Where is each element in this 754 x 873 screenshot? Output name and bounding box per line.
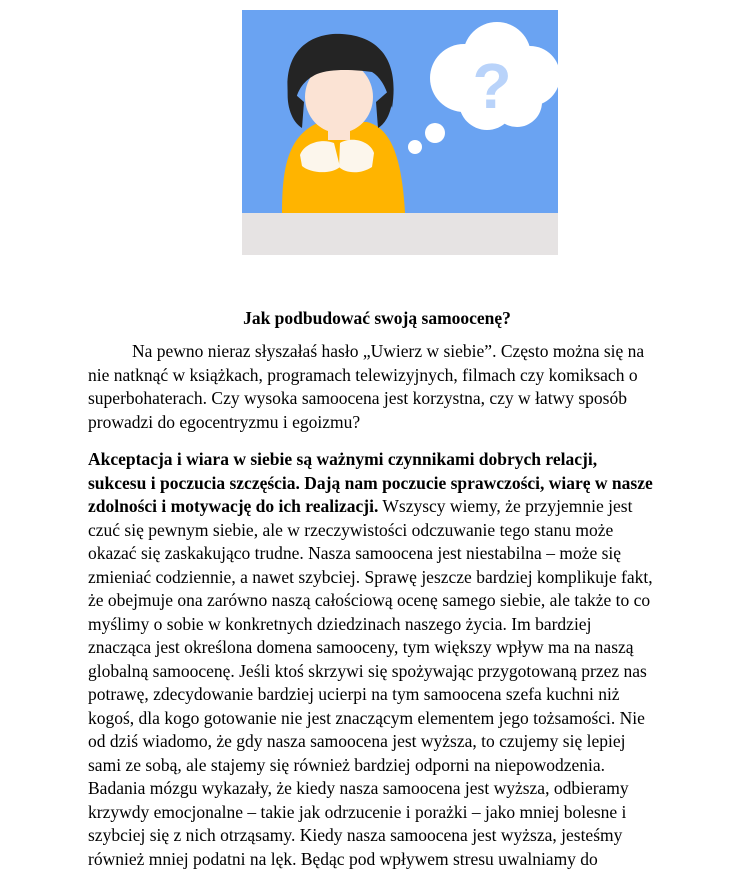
illustration-floor: [242, 213, 558, 255]
body-line: Badania mózgu wykazały, że kiedy nasza samoocena jest wyższa, odbieramy: [88, 778, 629, 798]
body-line: sami ze sobą, ale stajemy się również bardziej odporni na niepowodzenia.: [88, 754, 606, 775]
thought-bubble-small: [408, 140, 422, 154]
body-bold-text: zdolności i motywację do ich realizacji.: [88, 496, 379, 516]
thought-bubble-medium: [425, 123, 445, 143]
intro-line: prowadzi do egocentryzmu i egoizmu?: [88, 411, 361, 432]
intro-line: Na pewno nieraz słyszałaś hasło „Uwierz w siebie”. Często można się na: [132, 341, 645, 361]
body-line: globalną samoocenę. Jeśli ktoś skrzywi się spożywając przygotowaną przez nas: [88, 660, 647, 681]
body-line: potrawę, zdecydowanie bardziej ucierpi na tym samoocena szefa kuchni niż: [88, 684, 620, 704]
body-line: że obejmuje ona zarówno naszą całościową ocenę samego siebie, ale także to co: [88, 590, 651, 610]
body-line: szybciej się z nich otrząsamy. Kiedy nasza samoocena jest wyższa, jesteśmy: [88, 825, 623, 845]
article-title: Jak podbudować swoją samoocenę?: [243, 308, 511, 328]
body-line: okazać się zaskakująco trudne. Nasza samoocena jest niestabilna – może się: [88, 543, 622, 563]
body-line: zmieniać codziennie, a nawet szybciej. Sprawę jeszcze bardziej komplikuje fakt,: [88, 566, 653, 587]
intro-paragraph: [88, 340, 708, 434]
body-line: [88, 472, 708, 496]
body-line: myślimy o sobie w konkretnych dziedzinach naszego życia. Im bardziej: [88, 613, 592, 634]
intro-line: superbohaterach. Czy wysoka samoocena jest korzystna, czy w łatwy sposób: [88, 388, 627, 408]
body-line: czuć się pewnym siebie, ale w rzeczywistości odczuwanie tego stanu może: [88, 519, 614, 540]
body-line: krzywdy emocjonalne – takie jak odrzucenie i porażki – jako mniej bolesne i: [88, 801, 627, 822]
body-line: również mniej podatni na lęk. Będąc pod wpływem stresu uwalniamy do: [88, 848, 598, 869]
body-line: [88, 495, 708, 519]
body-bold-text: sukcesu i poczucia szczęścia. Dają nam poczucie sprawczości, wiarę w nasze: [88, 472, 653, 493]
body-bold-text: Akceptacja i wiara w siebie są ważnymi czynnikami dobrych relacji,: [88, 449, 598, 469]
body-line: znacząca jest określona domena samooceny, tym większy wpływ ma na naszą: [88, 637, 634, 657]
question-mark-icon: ?: [472, 50, 512, 122]
body-paragraph: [88, 448, 708, 871]
body-text: Wszyscy wiemy, że przyjemnie jest: [378, 496, 633, 516]
body-line: kogoś, dla kogo gotowanie nie jest znaczącym elementem jego tożsamości. Nie: [88, 707, 645, 728]
body-line: od dziś wiadomo, że gdy nasza samoocena jest wyższa, to czujemy się lepiej: [88, 731, 626, 751]
body-line: [88, 448, 708, 472]
intro-line: nie natknąć w książkach, programach telewizyjnych, filmach czy komiksach o: [88, 364, 638, 385]
thinking-person-illustration: [242, 10, 558, 255]
